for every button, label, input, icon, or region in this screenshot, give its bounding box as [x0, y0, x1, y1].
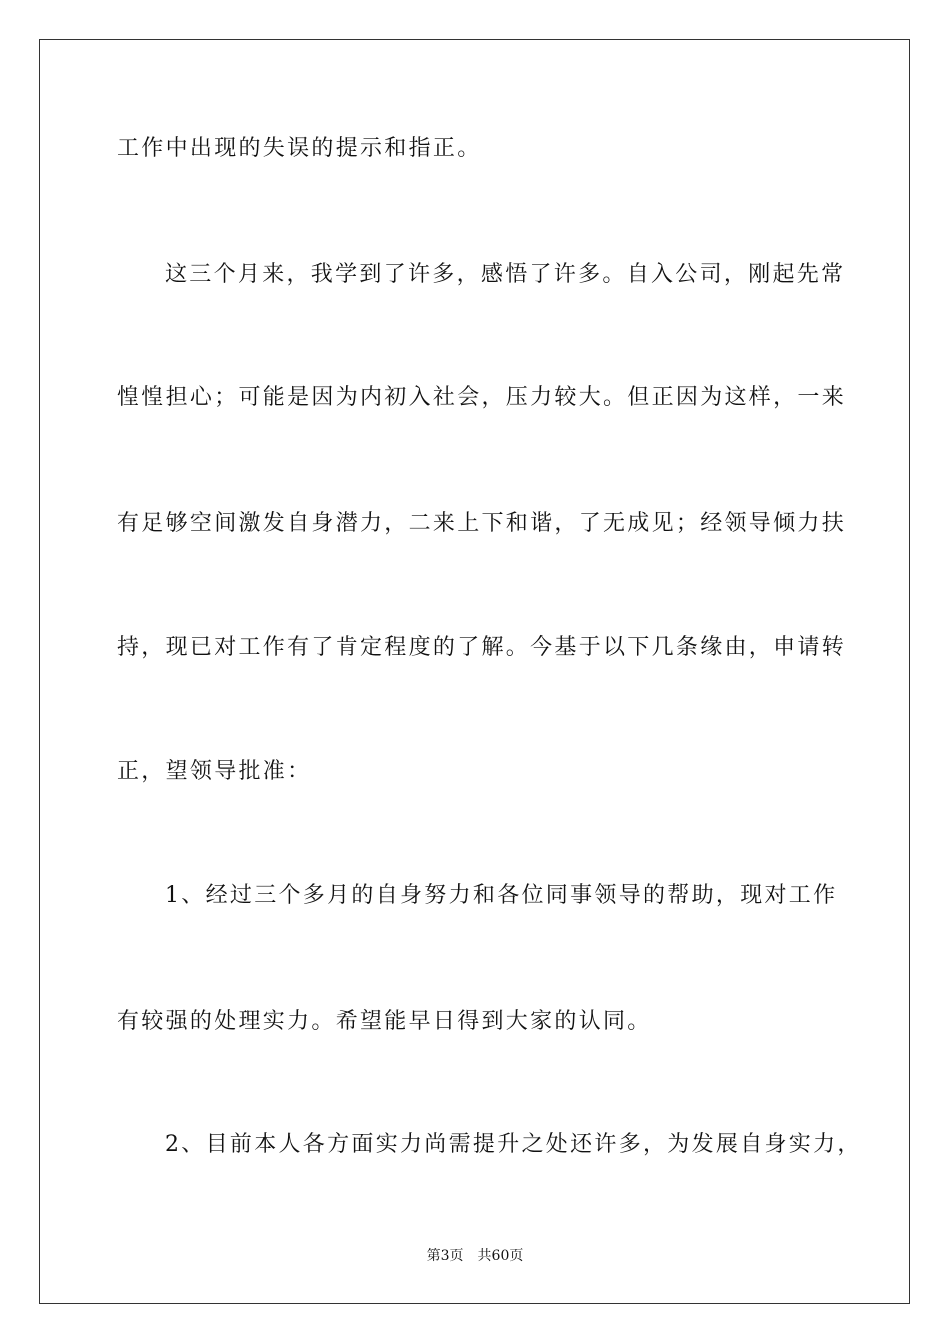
page-footer [0, 1247, 950, 1265]
paragraph-line: 这三个月来，我学到了许多，感悟了许多。自入公司，刚起先常 [165, 262, 846, 287]
text-line: 正，望领导批准： [117, 759, 312, 784]
page-border [39, 39, 910, 1304]
list-item-line: 2、目前本人各方面实力尚需提升之处还许多，为发展自身实力， [165, 1132, 862, 1157]
text-line: 工作中出现的失误的提示和指正。 [117, 136, 482, 161]
page-total: 共60页 [477, 1248, 524, 1264]
text-line: 持，现已对工作有了肯定程度的了解。今基于以下几条缘由，申请转 [117, 635, 847, 660]
page-number: 第3页 [426, 1248, 464, 1264]
text-line: 有足够空间激发自身潜力，二来上下和谐，了无成见；经领导倾力扶 [117, 511, 847, 536]
text-line: 惶惶担心；可能是因为内初入社会，压力较大。但正因为这样，一来 [117, 385, 847, 410]
text-line: 有较强的处理实力。希望能早日得到大家的认同。 [117, 1009, 652, 1034]
list-item-line: 1、经过三个多月的自身努力和各位同事领导的帮助，现对工作 [165, 883, 838, 908]
